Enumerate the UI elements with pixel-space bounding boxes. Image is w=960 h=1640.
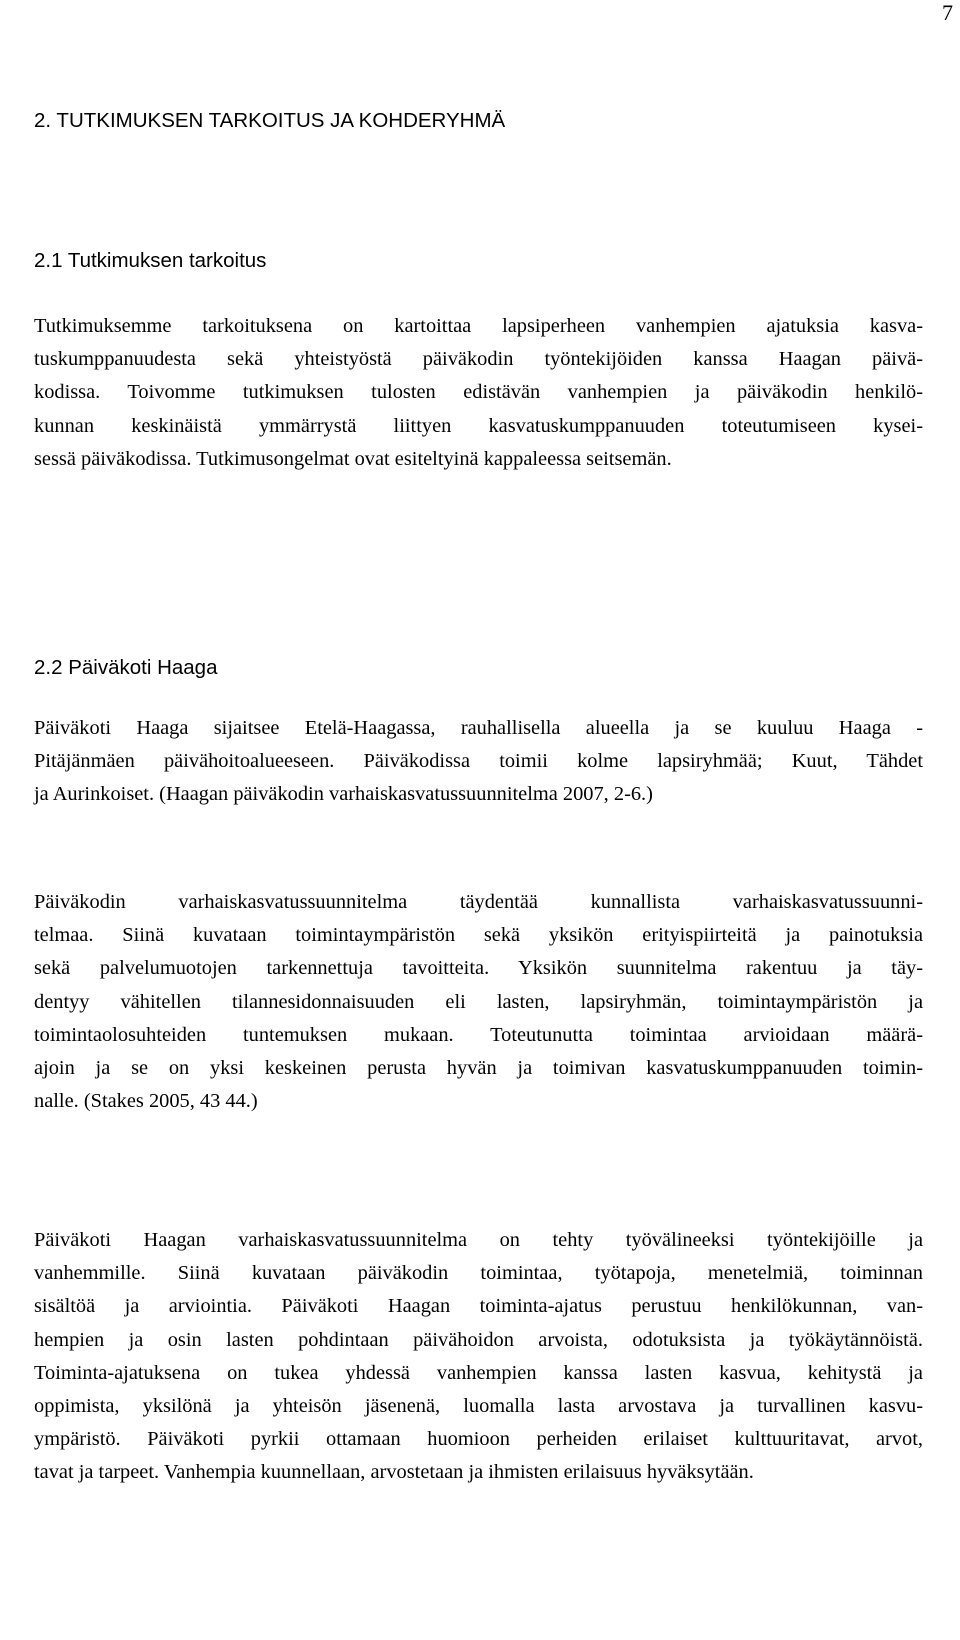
paragraph-line: toimintaolosuhteiden tuntemuksen mukaan. Toteutunutta toimintaa arvioidaan määrä- <box>34 1023 923 1046</box>
paragraph-daycare-location <box>34 712 923 812</box>
paragraph-line: kunnan keskinäistä ymmärrystä liittyen kasvatuskumppanuuden toteutumiseen kysei- <box>34 414 923 437</box>
paragraph-line: kodissa. Toivomme tutkimuksen tulosten edistävän vanhempien ja päiväkodin henkilö- <box>34 381 923 404</box>
page-number: 7 <box>942 0 953 25</box>
paragraph-line: tuskumppanuudesta sekä yhteistyöstä päiväkodin työntekijöiden kanssa Haagan päivä- <box>34 348 923 371</box>
paragraph-purpose <box>34 310 923 476</box>
chapter-heading: 2. TUTKIMUKSEN TARKOITUS JA KOHDERYHMÄ <box>34 109 506 132</box>
paragraph-line: vanhemmille. Siinä kuvataan päiväkodin toimintaa, työtapoja, menetelmiä, toiminnan <box>34 1262 923 1285</box>
paragraph-line: Tutkimuksemme tarkoituksena on kartoittaa lapsiperheen vanhempien ajatuksia kasva- <box>34 315 923 337</box>
paragraph-line: tavat ja tarpeet. Vanhempia kuunnellaan, arvostetaan ja ihmisten erilaisuus hyväksytään. <box>34 1461 754 1484</box>
paragraph-line: ajoin ja se on yksi keskeinen perusta hyvän ja toimivan kasvatuskumppanuuden toimin- <box>34 1056 923 1079</box>
paragraph-line: Päiväkodin varhaiskasvatussuunnitelma täydentää kunnallista varhaiskasvatussuunni- <box>34 891 923 913</box>
paragraph-line: dentyy vähitellen tilannesidonnaisuuden eli lasten, lapsiryhmän, toimintaympäristön ja <box>34 990 923 1013</box>
paragraph-curriculum <box>34 886 923 1118</box>
section-heading-purpose: 2.1 Tutkimuksen tarkoitus <box>34 249 267 272</box>
paragraph-line: telmaa. Siinä kuvataan toimintaympäristön sekä yksikön erityispiirteitä ja painotuksia <box>34 924 923 947</box>
paragraph-line: Toiminta-ajatuksena on tukea yhdessä vanhempien kanssa lasten kasvua, kehitystä ja <box>34 1361 923 1384</box>
paragraph-line: Päiväkoti Haagan varhaiskasvatussuunnitelma on tehty työvälineeksi työntekijöille ja <box>34 1229 923 1251</box>
paragraph-line: sekä palvelumuotojen tarkennettuja tavoitteita. Yksikön suunnitelma rakentuu ja täy- <box>34 957 923 980</box>
paragraph-line: Päiväkoti Haaga sijaitsee Etelä-Haagassa, rauhallisella alueella ja se kuuluu Haaga - <box>34 717 923 739</box>
paragraph-line: Pitäjänmäen päivähoitoalueeseen. Päiväkodissa toimii kolme lapsiryhmää; Kuut, Tähdet <box>34 750 923 773</box>
section-heading-daycare: 2.2 Päiväkoti Haaga <box>34 656 218 679</box>
paragraph-mission <box>34 1224 923 1490</box>
paragraph-line: ympäristö. Päiväkoti pyrkii ottamaan huomioon perheiden erilaiset kulttuuritavat, arvot, <box>34 1428 923 1451</box>
paragraph-line: ja Aurinkoiset. (Haagan päiväkodin varhaiskasvatussuunnitelma 2007, 2-6.) <box>34 783 653 806</box>
paragraph-line: hempien ja osin lasten pohdintaan päivähoidon arvoista, odotuksista ja työkäytännöistä. <box>34 1328 923 1351</box>
paragraph-line: nalle. (Stakes 2005, 43 44.) <box>34 1090 258 1113</box>
paragraph-line: sisältöä ja arviointia. Päiväkoti Haagan toiminta-ajatus perustuu henkilökunnan, van- <box>34 1295 923 1318</box>
paragraph-line: sessä päiväkodissa. Tutkimusongelmat ovat esiteltyinä kappaleessa seitsemän. <box>34 447 672 470</box>
paragraph-line: oppimista, yksilönä ja yhteisön jäsenenä, luomalla lasta arvostava ja turvallinen kasvu- <box>34 1394 923 1417</box>
